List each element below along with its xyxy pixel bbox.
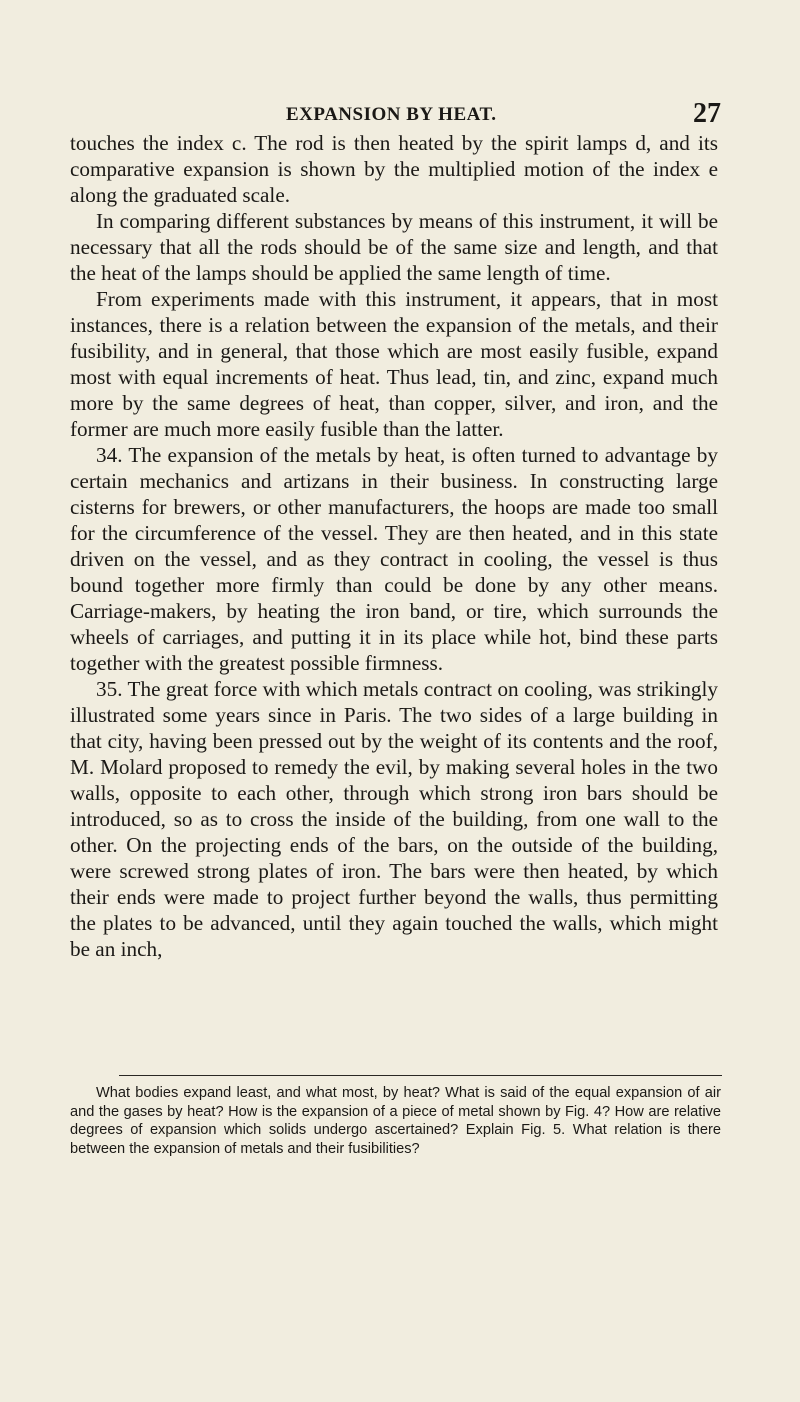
page-number: 27 bbox=[693, 98, 721, 129]
body-text bbox=[70, 130, 718, 962]
paragraph-continuation: touches the index c. The rod is then heated by the spirit lamps d, and its comparative expansion is shown by the multiplied motion of the index e along the graduated scale. bbox=[70, 131, 718, 207]
study-questions: What bodies expand least, and what most, by heat? What is said of the equal expansion of air and the gases by heat? How is the expansion of a piece of metal shown by Fig. 4? How are relative degrees of expansion which solids undergo ascertained? Explain Fig. 5. What relation is there between the expansion of metals and their fusibilities? bbox=[70, 1085, 721, 1157]
running-title: EXPANSION BY HEAT. bbox=[286, 104, 497, 125]
paragraph-35: 35. The great force with which metals contract on cooling, was strikingly illustrated some years since in Paris. The two sides of a large building in that city, having been pressed out by the weight of its contents and the roof, M. Molard proposed to remedy the evil, by making several holes in the two walls, opposite to each other, through which strong iron bars should be introduced, so as to cross the inside of the building, from one wall to the other. On the projecting ends of the bars, on the outside of the building, were screwed strong plates of iron. The bars were then heated, by which their ends were made to project further beyond the walls, thus permitting the plates to be advanced, until they again touched the walls, which might be an inch, bbox=[70, 677, 718, 961]
paragraph-experiments: From experiments made with this instrument, it appears, that in most instances, there is a relation between the expansion of the metals, and their fusibility, and in general, that those which are most easily fusible, expand most with equal increments of heat. Thus lead, tin, and zinc, expand much more by the same degrees of heat, than copper, silver, and iron, and the former are much more easily fusible than the latter. bbox=[70, 287, 718, 441]
paragraph-instrument: In comparing different substances by means of this instrument, it will be necessary that all the rods should be of the same size and length, and that the heat of the lamps should be applied the same length of time. bbox=[70, 209, 718, 285]
paragraph-34: 34. The expansion of the metals by heat, is often turned to advantage by certain mechanics and artizans in their business. In constructing large cisterns for brewers, or other manufacturers, the hoops are made too small for the circumference of the vessel. They are then heated, and in this state driven on the vessel, and as they contract in cooling, the vessel is thus bound together more firmly than could be done by any other means. Carriage-makers, by heating the iron band, or tire, which surrounds the wheels of carriages, and putting it in its place while hot, bind these parts together with the greatest possible firmness. bbox=[70, 443, 718, 675]
footnote-divider bbox=[119, 1075, 722, 1076]
